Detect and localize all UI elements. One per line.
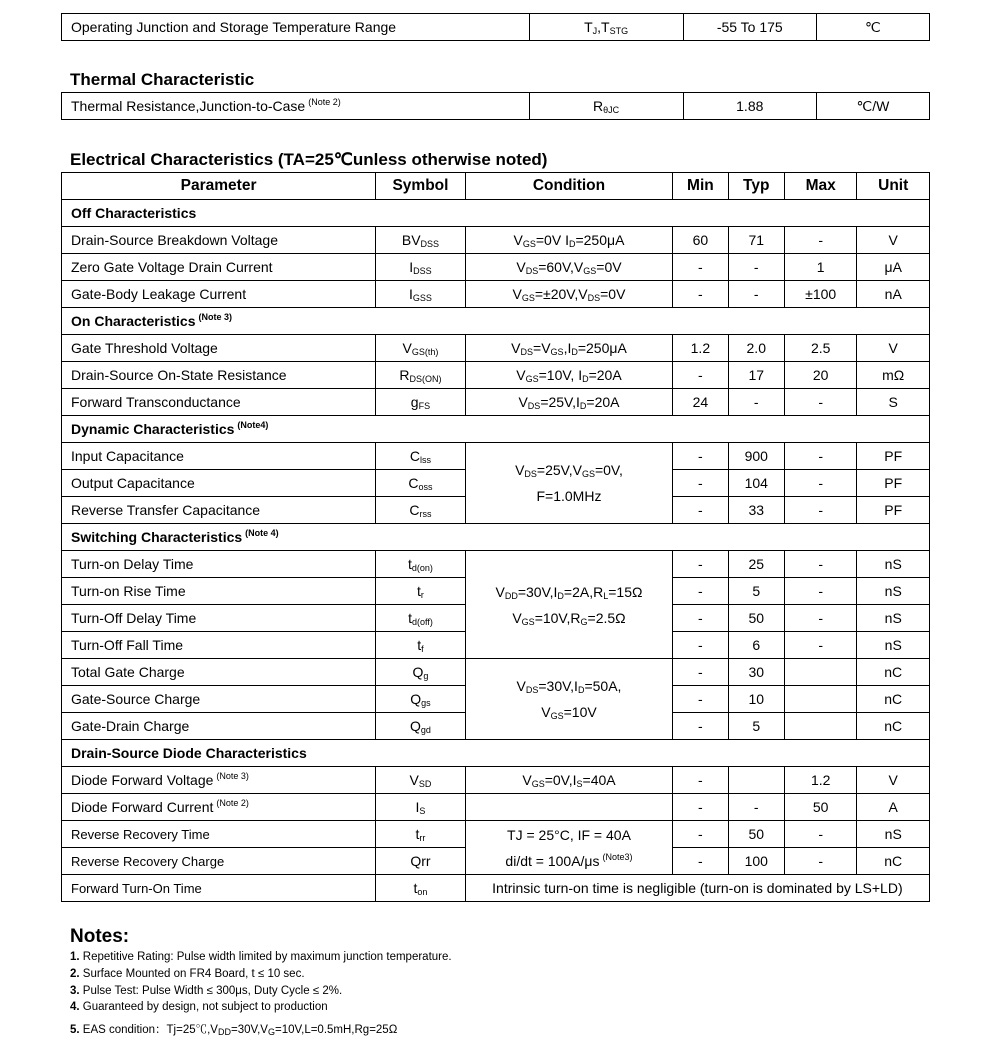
typ-cell: 6 — [728, 632, 784, 659]
header-parameter: Parameter — [62, 173, 376, 200]
typ-cell: 17 — [728, 362, 784, 389]
min-cell: - — [673, 767, 728, 794]
condition-cell: $V_{DS}=25V,I_D=20A$ — [465, 389, 672, 416]
min-cell: - — [673, 443, 728, 470]
typ-cell: 2.0 — [728, 335, 784, 362]
typ-cell: 10 — [728, 686, 784, 713]
header-symbol: Symbol — [376, 173, 466, 200]
thermal-resistance-unit: ℃/W — [816, 93, 929, 120]
max-cell: 1 — [784, 254, 857, 281]
thermal-resistance-value: 1.88 — [683, 93, 816, 120]
symbol-cell: $t_{d(on)}$ — [376, 551, 466, 578]
max-cell: - — [784, 470, 857, 497]
header-max: Max — [784, 173, 857, 200]
max-cell: - — [784, 632, 857, 659]
min-cell: - — [673, 578, 728, 605]
max-cell: - — [784, 821, 857, 848]
section-off-characteristics: Off Characteristics — [62, 200, 930, 227]
param-name: Diode Forward Voltage $^{(Note 3)}$ — [62, 767, 376, 794]
temperature-range-table — [61, 13, 930, 41]
unit-cell: A — [857, 794, 930, 821]
min-cell: - — [673, 848, 728, 875]
condition-cell: $V_{GS}=10V$, $I_D=20A$ — [465, 362, 672, 389]
symbol-cell: $Q_{gd}$ — [376, 713, 466, 740]
symbol-cell: $R_{DS(ON)}$ — [376, 362, 466, 389]
note-item-4: 4. Guaranteed by design, not subject to production — [70, 1001, 328, 1013]
symbol-cell: $Q_{gs}$ — [376, 686, 466, 713]
min-cell: 1.2 — [673, 335, 728, 362]
min-cell: - — [673, 497, 728, 524]
section-on-characteristics: On Characteristics $^{(Note 3)}$ — [62, 308, 930, 335]
param-name: Gate Threshold Voltage — [62, 335, 376, 362]
typ-cell: 5 — [728, 578, 784, 605]
symbol-cell: $t_{rr}$ — [376, 821, 466, 848]
max-cell: 2.5 — [784, 335, 857, 362]
symbol-cell: $Q_g$ — [376, 659, 466, 686]
param-name: Drain-Source On-State Resistance — [62, 362, 376, 389]
max-cell: - — [784, 848, 857, 875]
thermal-section-title: Thermal Characteristic — [70, 70, 255, 89]
table-row — [62, 281, 930, 308]
section-switching-characteristics: Switching Characteristics $^{(Note 4)}$ — [62, 524, 930, 551]
table-row — [62, 389, 930, 416]
symbol-cell: $t_r$ — [376, 578, 466, 605]
unit-cell: nA — [857, 281, 930, 308]
param-name: Output Capacitance — [62, 470, 376, 497]
note-item-1: 1. Repetitive Rating: Pulse width limited by maximum junction temperature. — [70, 951, 452, 963]
temperature-range-name: Operating Junction and Storage Temperature Range — [62, 14, 530, 41]
table-row — [62, 821, 930, 848]
thermal-resistance-name: Thermal Resistance,Junction-to-Case $^{(Note 2)}$ — [62, 93, 530, 120]
param-name: Gate-Body Leakage Current — [62, 281, 376, 308]
table-row — [62, 335, 930, 362]
temperature-range-unit: ℃ — [816, 14, 929, 41]
unit-cell: V — [857, 227, 930, 254]
symbol-cell: $V_{GS(th)}$ — [376, 335, 466, 362]
symbol-cell: $I_S$ — [376, 794, 466, 821]
typ-cell: - — [728, 254, 784, 281]
typ-cell: - — [728, 389, 784, 416]
thermal-table — [61, 92, 930, 120]
typ-cell: 5 — [728, 713, 784, 740]
param-name: Reverse Recovery Charge — [62, 848, 376, 875]
max-cell: 50 — [784, 794, 857, 821]
table-row — [62, 551, 930, 578]
capacitance-condition-cell: $V_{DS}=25V,V_{GS}=0V$, F=1.0MHz — [465, 443, 672, 524]
max-cell: - — [784, 227, 857, 254]
min-cell: - — [673, 632, 728, 659]
max-cell: - — [784, 497, 857, 524]
symbol-cell: $C_{rss}$ — [376, 497, 466, 524]
param-name: Reverse Recovery Time — [62, 821, 376, 848]
unit-cell: mΩ — [857, 362, 930, 389]
symbol-cell: $t_{on}$ — [376, 875, 466, 902]
gate-charge-condition-cell: $V_{DS}=30V,I_D=50A$, $V_{GS}=10V$ — [465, 659, 672, 740]
notes-title: Notes: — [70, 926, 130, 947]
table-header-row — [62, 173, 930, 200]
electrical-section-title: Electrical Characteristics (TA=25℃unless otherwise noted) — [70, 150, 548, 169]
min-cell: - — [673, 281, 728, 308]
param-name: Reverse Transfer Capacitance — [62, 497, 376, 524]
note-item-3: 3. Pulse Test: Pulse Width ≤ 300μs, Duty Cycle ≤ 2%. — [70, 985, 343, 997]
max-cell: 20 — [784, 362, 857, 389]
table-row — [62, 254, 930, 281]
typ-cell: 71 — [728, 227, 784, 254]
unit-cell: nC — [857, 713, 930, 740]
param-name: Forward Transconductance — [62, 389, 376, 416]
max-cell: - — [784, 389, 857, 416]
unit-cell: V — [857, 767, 930, 794]
unit-cell: μA — [857, 254, 930, 281]
electrical-characteristics-table — [61, 172, 930, 902]
symbol-cell: $I_{GSS}$ — [376, 281, 466, 308]
param-name: Total Gate Charge — [62, 659, 376, 686]
param-name: Zero Gate Voltage Drain Current — [62, 254, 376, 281]
max-cell — [784, 713, 857, 740]
symbol-cell: $t_f$ — [376, 632, 466, 659]
unit-cell: nS — [857, 821, 930, 848]
condition-cell: $V_{GS}=0V,I_S=40A$ — [465, 767, 672, 794]
unit-cell: nC — [857, 848, 930, 875]
table-row — [62, 227, 930, 254]
typ-cell: 33 — [728, 497, 784, 524]
min-cell: - — [673, 794, 728, 821]
temperature-range-symbol: $T_J,T_{STG}$ — [529, 14, 683, 41]
param-name: Gate-Source Charge — [62, 686, 376, 713]
min-cell: 24 — [673, 389, 728, 416]
max-cell — [784, 686, 857, 713]
typ-cell: - — [728, 281, 784, 308]
symbol-cell: $V_{SD}$ — [376, 767, 466, 794]
unit-cell: nS — [857, 578, 930, 605]
symbol-cell: $t_{d(off)}$ — [376, 605, 466, 632]
temperature-range-row — [62, 14, 930, 41]
switching-condition-cell: $V_{DD}=30V,I_D=2A,R_L=15\Omega$ $V_{GS}=10V,R_G=2.5\Omega$ — [465, 551, 672, 659]
reverse-recovery-condition-cell: TJ = 25°C, IF = 40A di/dt = 100A/μs $^{(Note3)}$ — [465, 821, 672, 875]
header-condition: Condition — [465, 173, 672, 200]
symbol-cell: Qrr — [376, 848, 466, 875]
table-row — [62, 659, 930, 686]
param-name: Turn-Off Delay Time — [62, 605, 376, 632]
param-name: Forward Turn-On Time — [62, 875, 376, 902]
symbol-cell: $g_{FS}$ — [376, 389, 466, 416]
max-cell: - — [784, 578, 857, 605]
typ-cell: 900 — [728, 443, 784, 470]
unit-cell: nC — [857, 686, 930, 713]
typ-cell: 100 — [728, 848, 784, 875]
forward-turn-on-condition-cell: Intrinsic turn-on time is negligible (turn-on is dominated by LS+LD) — [465, 875, 929, 902]
symbol-cell: $BV_{DSS}$ — [376, 227, 466, 254]
unit-cell: PF — [857, 470, 930, 497]
header-typ: Typ — [728, 173, 784, 200]
unit-cell: V — [857, 335, 930, 362]
unit-cell: S — [857, 389, 930, 416]
max-cell — [784, 659, 857, 686]
min-cell: 60 — [673, 227, 728, 254]
typ-cell: 30 — [728, 659, 784, 686]
typ-cell: - — [728, 794, 784, 821]
typ-cell: 25 — [728, 551, 784, 578]
table-row — [62, 443, 930, 470]
header-unit: Unit — [857, 173, 930, 200]
condition-cell: $V_{GS}=\pm 20V,V_{DS}=0V$ — [465, 281, 672, 308]
condition-cell — [465, 794, 672, 821]
condition-cell: $V_{DS}=60V,V_{GS}=0V$ — [465, 254, 672, 281]
min-cell: - — [673, 551, 728, 578]
typ-cell — [728, 767, 784, 794]
unit-cell: PF — [857, 443, 930, 470]
header-min: Min — [673, 173, 728, 200]
thermal-resistance-symbol: $R_{\theta JC}$ — [529, 93, 683, 120]
min-cell: - — [673, 713, 728, 740]
symbol-cell: $I_{DSS}$ — [376, 254, 466, 281]
typ-cell: 104 — [728, 470, 784, 497]
symbol-cell: $C_{lss}$ — [376, 443, 466, 470]
param-name: Turn-on Delay Time — [62, 551, 376, 578]
unit-cell: nC — [857, 659, 930, 686]
typ-cell: 50 — [728, 821, 784, 848]
section-diode-characteristics: Drain-Source Diode Characteristics — [62, 740, 930, 767]
max-cell: - — [784, 443, 857, 470]
min-cell: - — [673, 362, 728, 389]
note-item-2: 2. Surface Mounted on FR4 Board, t ≤ 10 sec. — [70, 968, 305, 980]
param-name: Drain-Source Breakdown Voltage — [62, 227, 376, 254]
table-row — [62, 875, 930, 902]
min-cell: - — [673, 659, 728, 686]
min-cell: - — [673, 821, 728, 848]
unit-cell: nS — [857, 551, 930, 578]
thermal-row — [62, 93, 930, 120]
min-cell: - — [673, 254, 728, 281]
unit-cell: nS — [857, 632, 930, 659]
typ-cell: 50 — [728, 605, 784, 632]
condition-cell: $V_{DS}=V_{GS},I_D=250\mu A$ — [465, 335, 672, 362]
max-cell: 1.2 — [784, 767, 857, 794]
table-row — [62, 794, 930, 821]
min-cell: - — [673, 605, 728, 632]
min-cell: - — [673, 686, 728, 713]
note-item-5: 5. EAS condition：$Tj=25℃,V_{DD}=30V,V_G=10V,L=0.5mH,Rg=25\Omega$ — [70, 1024, 398, 1037]
param-name: Gate-Drain Charge — [62, 713, 376, 740]
param-name: Turn-Off Fall Time — [62, 632, 376, 659]
max-cell: - — [784, 551, 857, 578]
param-name: Input Capacitance — [62, 443, 376, 470]
unit-cell: nS — [857, 605, 930, 632]
param-name: Diode Forward Current $^{(Note 2)}$ — [62, 794, 376, 821]
max-cell: - — [784, 605, 857, 632]
table-row — [62, 767, 930, 794]
condition-cell: $V_{GS}=0V$ $I_D=250\mu A$ — [465, 227, 672, 254]
symbol-cell: $C_{oss}$ — [376, 470, 466, 497]
table-row — [62, 362, 930, 389]
param-name: Turn-on Rise Time — [62, 578, 376, 605]
min-cell: - — [673, 470, 728, 497]
section-dynamic-characteristics: Dynamic Characteristics $^{(Note4)}$ — [62, 416, 930, 443]
temperature-range-value: -55 To 175 — [683, 14, 816, 41]
unit-cell: PF — [857, 497, 930, 524]
max-cell: ±100 — [784, 281, 857, 308]
